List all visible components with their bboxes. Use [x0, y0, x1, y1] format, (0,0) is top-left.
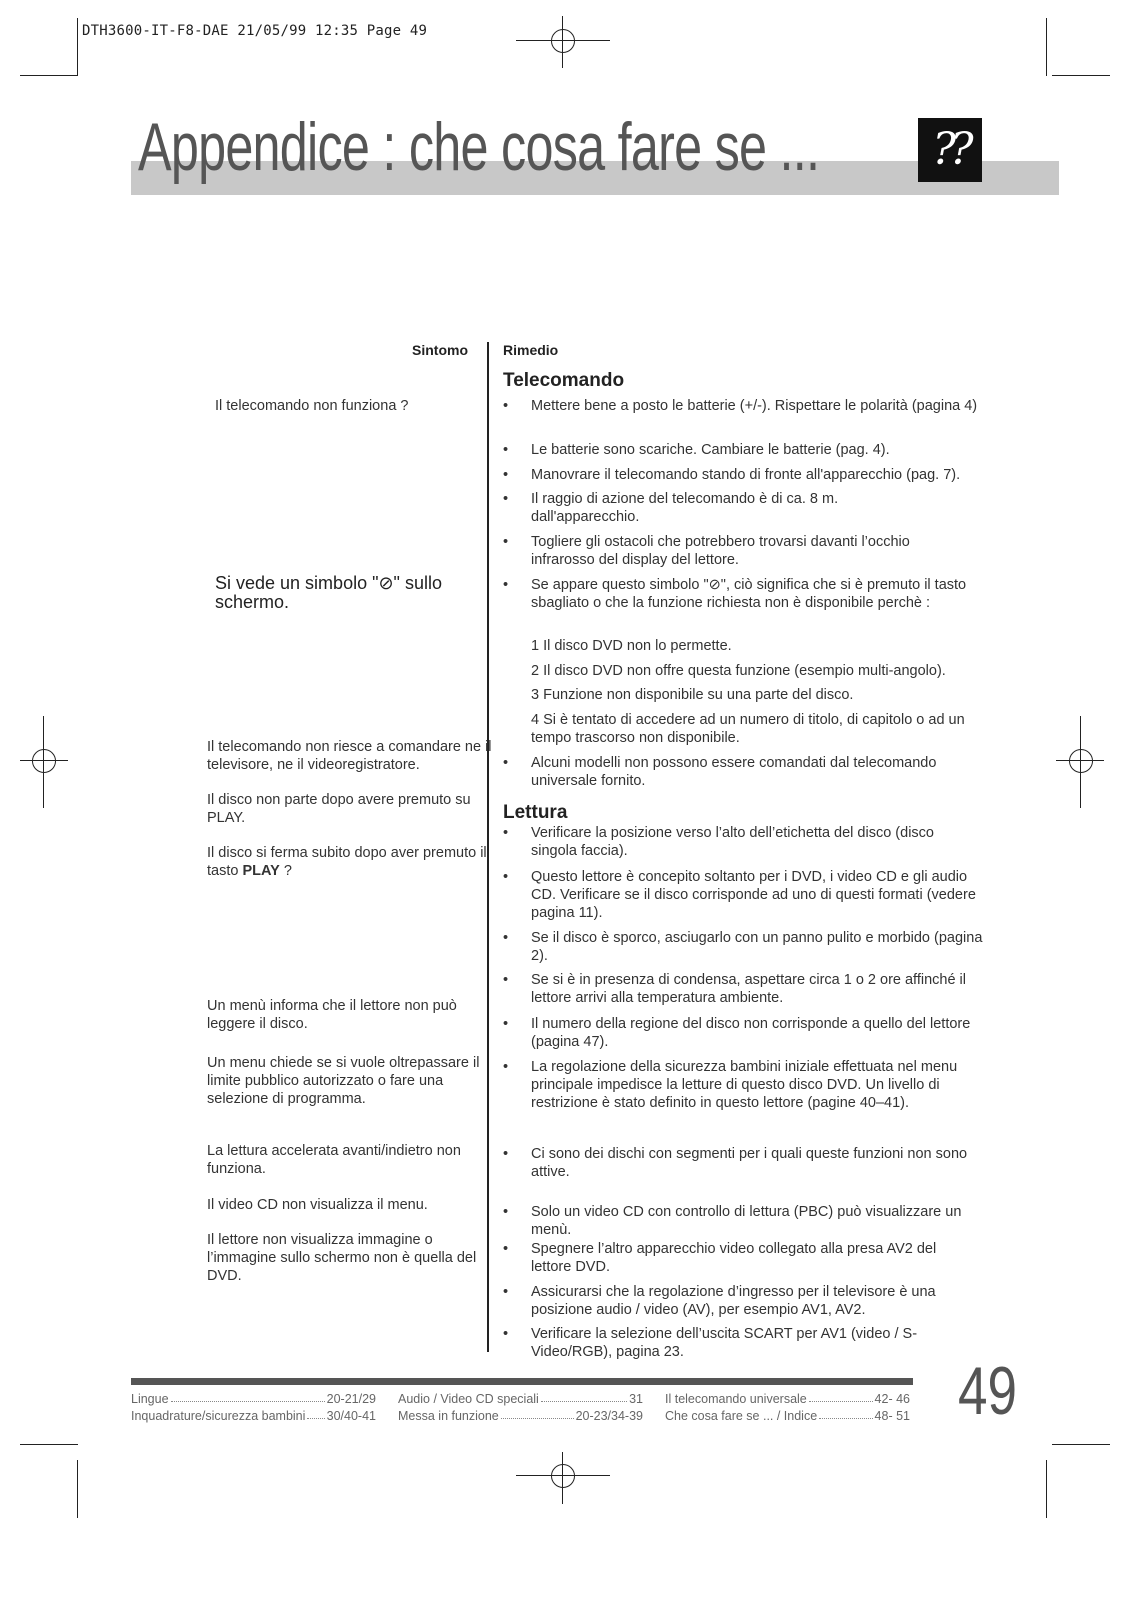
remedy-item: • Se il disco è sporco, asciugarlo con un panno pulito e morbido (pagina 2). — [503, 930, 983, 964]
remedy-item: • Se si è in presenza di condensa, aspettare circa 1 o 2 ore affinché il lettore arrivi alla temperatura ambiente. — [503, 972, 966, 1006]
section-title-playback: Lettura — [503, 802, 568, 823]
footer-index-entry: Il telecomando universale 42- 46 — [665, 1392, 910, 1406]
symptom-symbol: Si vede un simbolo "⊘" sullo schermo. — [215, 573, 442, 612]
remedy-item: • Spegnere l’altro apparecchio video collegato alla presa AV2 del lettore DVD. — [503, 1241, 937, 1275]
remedy-item: • Questo lettore è concepito soltanto per i DVD, i video CD e gli audio CD. Verificare se il disco corrisponde ad uno di questi formati (vedere pagina 11). — [503, 869, 976, 921]
footer-index-entry: Audio / Video CD speciali 31 — [398, 1392, 643, 1406]
remedy-item: • Alcuni modelli non possono essere comandati dal telecomando universale fornito. — [503, 755, 937, 789]
remedy-subitem: 2 Il disco DVD non offre questa funzione (esempio multi-angolo). — [531, 663, 946, 679]
remedy-item: • La regolazione della sicurezza bambini iniziale effettuata nel menu principale impedisce la letture di questo disco DVD. Un livello di restrizione è stato definito in questo lettore (pagine 40–41). — [503, 1059, 958, 1111]
symptom-menu-cannot-read: Un menù informa che il lettore non può leggere il disco. — [207, 998, 457, 1032]
remedy-subitem: 4 Si è tentato di accedere ad un numero di titolo, di capitolo o ad un tempo trascorso non disponibile. — [531, 712, 965, 746]
column-header-symptom: Sintomo — [412, 342, 468, 358]
section-title-remote: Telecomando — [503, 370, 625, 391]
footer-index-entry: Messa in funzione 20-23/34-39 — [398, 1409, 643, 1423]
remedy-item: • Assicurarsi che la regolazione d’ingresso per il televisore è una posizione audio / video (AV), per esempio AV1, AV2. — [503, 1284, 936, 1318]
symptom-vcd-menu: Il video CD non visualizza il menu. — [207, 1197, 428, 1213]
remedy-subitem: 1 Il disco DVD non lo permette. — [531, 638, 732, 654]
symptom-remote-tv-vcr: Il telecomando non riesce a comandare ne il televisore, ne il videoregistratore. — [207, 739, 492, 773]
symptom-parental-limit: Un menu chiede se si vuole oltrepassare il limite pubblico autorizzato o fare una selezione di programma. — [207, 1055, 480, 1107]
symptom-no-picture: Il lettore non visualizza immagine o l’immagine sullo schermo non è quella del DVD. — [207, 1232, 477, 1284]
remedy-item: • Verificare la posizione verso l’alto dell’etichetta del disco (disco singola faccia). — [503, 825, 934, 859]
remedy-item: • Le batterie sono scariche. Cambiare le batterie (pag. 4). — [503, 442, 890, 458]
symptom-remote: Il telecomando non funziona ? — [215, 398, 409, 414]
footer-index-entry: Lingue 20-21/29 — [131, 1392, 376, 1406]
symptom-disc-stops: Il disco si ferma subito dopo aver premuto il tasto PLAY ? — [207, 845, 487, 879]
symptom-fast-play: La lettura accelerata avanti/indietro non funziona. — [207, 1143, 461, 1177]
remedy-item: • Togliere gli ostacoli che potrebbero trovarsi davanti l’occhio infrarosso del display del lettore. — [503, 534, 910, 568]
remedy-item: • Mettere bene a posto le batterie (+/-). Rispettare le polarità (pagina 4) — [503, 398, 978, 414]
remedy-item: • Se appare questo simbolo "⊘", ciò significa che si è premuto il tasto sbagliato o che la funzione richiesta non è disponibile perchè : — [503, 577, 967, 611]
page-number: 49 — [958, 1353, 1017, 1429]
remedy-item: • Solo un video CD con controllo di lettura (PBC) può visualizzare un menù. — [503, 1204, 962, 1238]
question-marks-icon: ?? — [918, 118, 982, 182]
column-header-remedy: Rimedio — [503, 342, 559, 358]
remedy-item: • Verificare la selezione dell’uscita SCART per AV1 (video / S-Video/RGB), pagina 23. — [503, 1326, 918, 1360]
remedy-item: • Ci sono dei dischi con segmenti per i quali queste funzioni non sono attive. — [503, 1146, 968, 1180]
footer-index-entry: Inquadrature/sicurezza bambini 30/40-41 — [131, 1409, 376, 1423]
symptom-disc-no-start: Il disco non parte dopo avere premuto su PLAY. — [207, 792, 471, 826]
remedy-item: • Manovrare il telecomando stando di fronte all'apparecchio (pag. 7). — [503, 467, 961, 483]
remedy-subitem: 3 Funzione non disponibile su una parte del disco. — [531, 687, 854, 703]
footer-rule — [131, 1378, 913, 1385]
remedy-item: • Il numero della regione del disco non corrisponde a quello del lettore (pagina 47). — [503, 1016, 971, 1050]
remedy-item: • Il raggio di azione del telecomando è di ca. 8 m. dall'apparecchio. — [503, 491, 839, 525]
page-title: Appendice : che cosa fare se ... — [138, 109, 820, 185]
print-slug: DTH3600-IT-F8-DAE 21/05/99 12:35 Page 49 — [82, 23, 428, 39]
footer-index-entry: Che cosa fare se ... / Indice 48- 51 — [665, 1409, 910, 1423]
